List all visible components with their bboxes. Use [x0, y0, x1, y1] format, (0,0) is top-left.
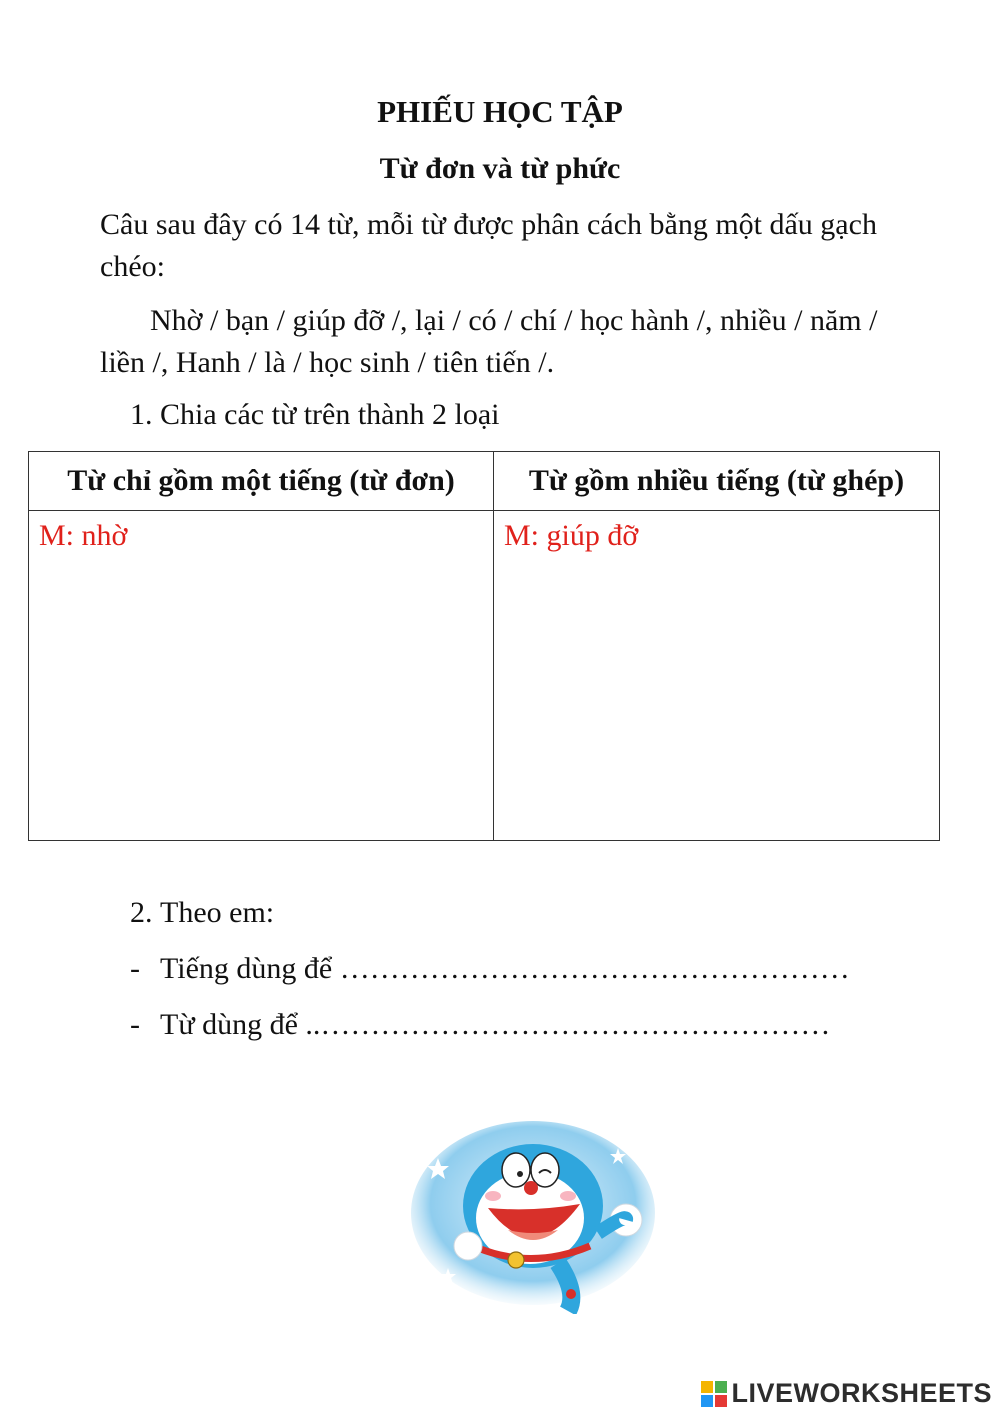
- header-multi-syllable: Từ gồm nhiều tiếng (từ ghép): [494, 452, 940, 511]
- answer-line-tieng[interactable]: Tiếng dùng để ……………………………………………: [160, 952, 850, 985]
- liveworksheets-logo-icon: [701, 1381, 727, 1407]
- table-header-row: [29, 452, 940, 511]
- example-multi: M: giúp đỡ: [504, 519, 639, 552]
- example-single: M: nhờ: [39, 519, 128, 552]
- question-2-text: Theo em:: [160, 896, 275, 929]
- worksheet-title: PHIẾU HỌC TẬP: [377, 94, 623, 129]
- bullet-dash: -: [130, 952, 140, 985]
- worksheet-subtitle: Từ đơn và từ phức: [379, 152, 621, 185]
- bullet-dash: -: [130, 1008, 140, 1041]
- intro-paragraph: Câu sau đây có 14 từ, mỗi từ được phân cách bằng một dấu gạch chéo:: [100, 208, 877, 283]
- doraemon-illustration: [408, 1118, 664, 1314]
- question-1-text: Chia các từ trên thành 2 loại: [160, 398, 500, 431]
- classification-table: [28, 451, 940, 841]
- header-single-syllable: Từ chỉ gồm một tiếng (từ đơn): [29, 452, 494, 511]
- question-2-number: 2.: [130, 896, 153, 929]
- answer-cell-single[interactable]: [29, 511, 494, 841]
- liveworksheets-brand: [701, 1378, 992, 1409]
- question-1-number: 1.: [130, 398, 153, 431]
- answer-cell-multi[interactable]: [494, 511, 940, 841]
- example-sentence: Nhờ / bạn / giúp đỡ /, lại / có / chí / học hành /, nhiều / năm / liền /, Hanh / là / học sinh / tiên tiến /.: [100, 304, 878, 379]
- brand-text: LIVEWORKSHEETS: [731, 1378, 992, 1408]
- table-answer-row: [29, 511, 940, 841]
- answer-line-tu[interactable]: Từ dùng để ..……………………………………………: [160, 1008, 831, 1041]
